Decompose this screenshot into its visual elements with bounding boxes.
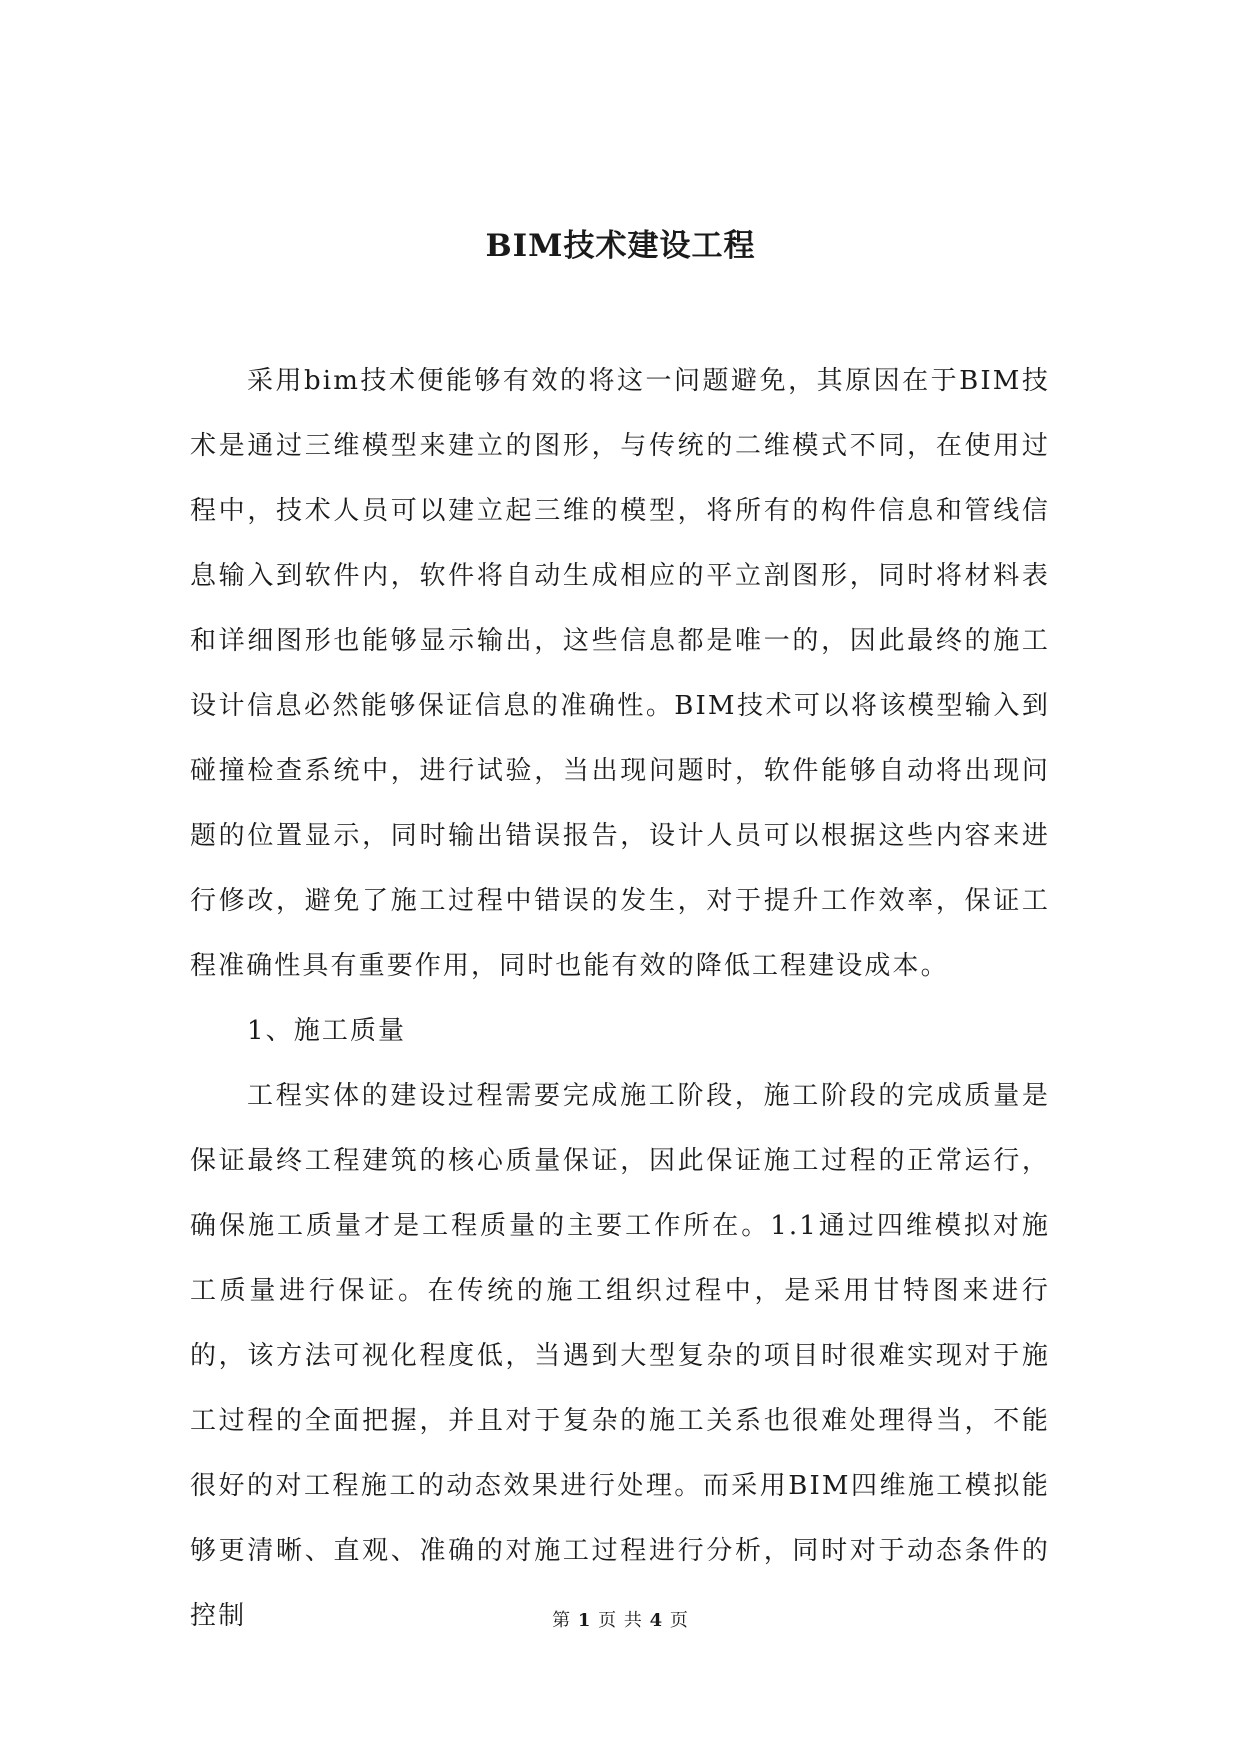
- footer-suffix: 页: [669, 1610, 689, 1631]
- paragraph-bim-intro: 采用bim技术便能够有效的将这一问题避免，其原因在于BIM技术是通过三维模型来建立的图形，与传统的二维模式不同，在使用过程中，技术人员可以建立起三维的模型，将所有的构件信息和管线信息输入到软件内，软件将自动生成相应的平立剖图形，同时将材料表和详细图形也能够显示输出，这些信息都是唯一的，因此最终的施工设计信息必然能够保证信息的准确性。BIM技术可以将该模型输入到碰撞检查系统中，进行试验，当出现问题时，软件能够自动将出现问题的位置显示，同时输出错误报告，设计人员可以根据这些内容来进行修改，避免了施工过程中错误的发生，对于提升工作效率，保证工程准确性具有重要作用，同时也能有效的降低工程建设成本。: [190, 366, 1050, 981]
- footer-total-pages: 4: [649, 1610, 664, 1631]
- document-title: BIM技术建设工程: [485, 228, 756, 264]
- footer-middle: 页 共: [598, 1610, 643, 1631]
- document-body: [190, 349, 1050, 1649]
- section-heading-construction-quality: 1、施工质量: [247, 1016, 407, 1046]
- footer-prefix: 第: [552, 1610, 572, 1631]
- page-footer: [0, 1606, 1241, 1632]
- footer-current-page: 1: [577, 1610, 592, 1631]
- paragraph-construction-quality: 工程实体的建设过程需要完成施工阶段，施工阶段的完成质量是保证最终工程建筑的核心质量保证，因此保证施工过程的正常运行，确保施工质量才是工程质量的主要工作所在。1.1通过四维模拟对施工质量进行保证。在传统的施工组织过程中，是采用甘特图来进行的，该方法可视化程度低，当遇到大型复杂的项目时很难实现对于施工过程的全面把握，并且对于复杂的施工关系也很难处理得当，不能很好的对工程施工的动态效果进行处理。而采用BIM四维施工模拟能够更清晰、直观、准确的对施工过程进行分析，同时对于动态条件的控制: [190, 1081, 1050, 1631]
